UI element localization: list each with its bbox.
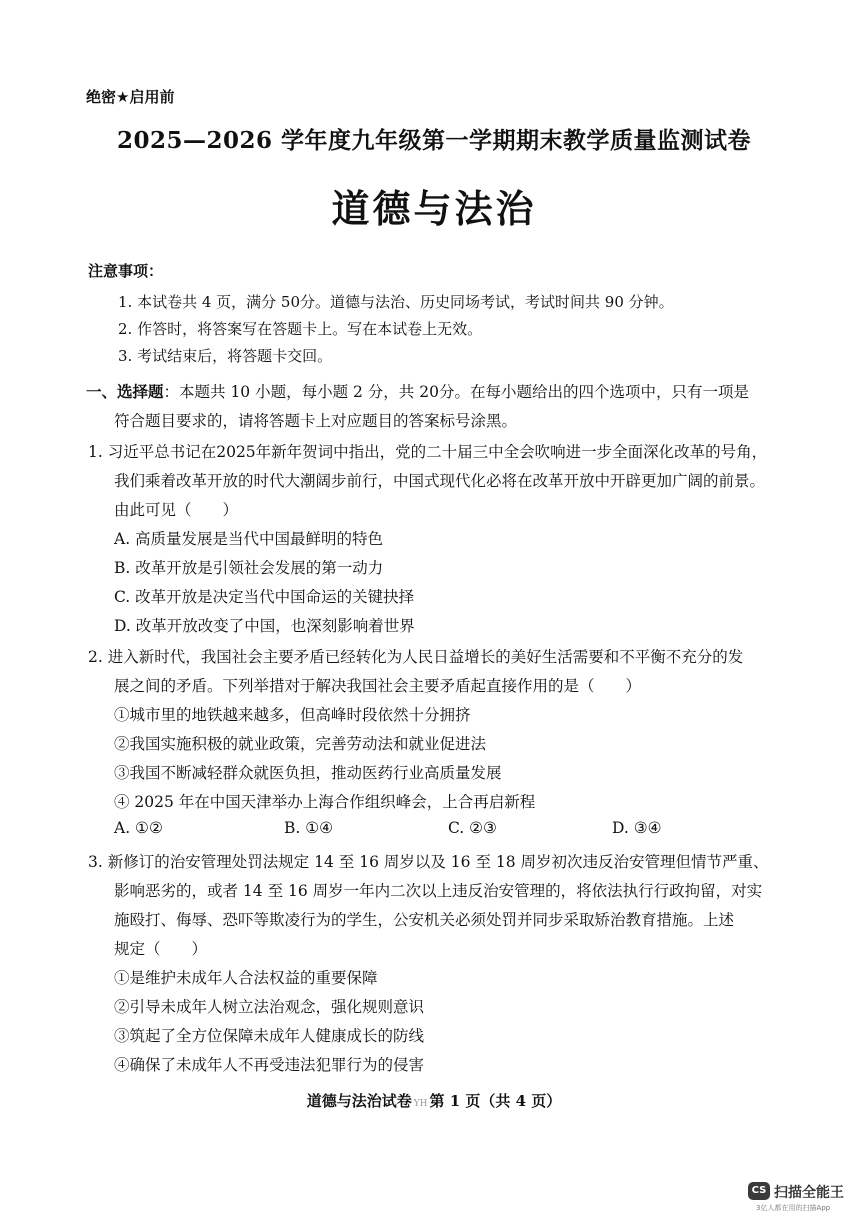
question-2-choice-c: C. ②③ — [448, 819, 497, 837]
question-1-option-d: D. 改革开放改变了中国，也深刻影响着世界 — [114, 617, 415, 635]
subject-title: 道德与法治 — [331, 186, 537, 231]
footer-subject: 道德与法治试卷 — [306, 1092, 412, 1110]
section-instruction — [86, 380, 749, 402]
question-3-stem-cont: 影响恶劣的，或者 14 至 16 周岁一年内二次以上违反治安管理的，将依法执行行政拘留，对实 — [114, 882, 763, 900]
scanner-watermark — [748, 1180, 858, 1216]
question-3-item: ③筑起了全方位保障未成年人健康成长的防线 — [114, 1027, 425, 1045]
footer-page-number: 第 1 页（共 4 页） — [429, 1092, 562, 1110]
question-2-choice-b: B. ①④ — [284, 819, 334, 837]
question-3-item: ④确保了未成年人不再受违法犯罪行为的侵害 — [114, 1056, 425, 1074]
confidential-label: 绝密★启用前 — [86, 88, 175, 106]
question-2-stem: 2. 进入新时代，我国社会主要矛盾已经转化为人民日益增长的美好生活需要和不平衡不充分的发 — [88, 648, 744, 666]
section-instruction-text: ：本题共 10 小题，每小题 2 分，共 20分。在每小题给出的四个选项中，只有一项是 — [163, 383, 749, 401]
camscanner-logo-icon: CS — [748, 1182, 770, 1200]
exam-title: 2025—2026 学年度九年级第一学期期末教学质量监测试卷 — [116, 127, 752, 154]
page-footer — [0, 1090, 868, 1111]
watermark-app-name: 扫描全能王 — [774, 1185, 844, 1201]
question-1-stem-cont: 由此可见（ ） — [114, 501, 239, 519]
question-1-stem: 1. 习近平总书记在2025年新年贺词中指出，党的二十届三中全会吹响进一步全面深化改革的号角， — [88, 443, 768, 461]
question-1-stem-cont: 我们乘着改革开放的时代大潮阔步前行，中国式现代化必将在改革开放中开辟更加广阔的前景。 — [114, 472, 766, 490]
section-instruction-cont: 符合题目要求的，请将答题卡上对应题目的答案标号涂黑。 — [114, 412, 518, 430]
watermark-tagline: 3亿人都在用的扫描App — [756, 1204, 831, 1212]
note-item: 1. 本试卷共 4 页，满分 50分。道德与法治、历史同场考试，考试时间共 90 分钟。 — [118, 293, 674, 311]
question-2-item: ③我国不断减轻群众就医负担，推动医药行业高质量发展 — [114, 764, 502, 782]
question-2-item: ①城市里的地铁越来越多，但高峰时段依然十分拥挤 — [114, 706, 471, 724]
footer-mark: YH — [413, 1099, 428, 1109]
question-3-item: ②引导未成年人树立法治观念，强化规则意识 — [114, 998, 425, 1016]
question-3-stem: 3. 新修订的治安管理处罚法规定 14 至 16 周岁以及 16 至 18 周岁初次违反治安管理但情节严重、 — [88, 853, 769, 871]
note-item: 3. 考试结束后，将答题卡交回。 — [118, 347, 333, 365]
question-2-choice-a: A. ①② — [114, 819, 163, 837]
question-2-item: ④ 2025 年在中国天津举办上海合作组织峰会，上合再启新程 — [114, 793, 536, 811]
question-1-option-a: A. 高质量发展是当代中国最鲜明的特色 — [114, 530, 384, 548]
question-1-option-c: C. 改革开放是决定当代中国命运的关键抉择 — [114, 588, 415, 606]
question-3-item: ①是维护未成年人合法权益的重要保障 — [114, 969, 378, 987]
question-2-stem-cont: 展之间的矛盾。下列举措对于解决我国社会主要矛盾起直接作用的是（ ） — [114, 677, 642, 695]
question-2-choice-d: D. ③④ — [612, 819, 662, 837]
notes-heading: 注意事项： — [88, 262, 164, 280]
question-2-item: ②我国实施积极的就业政策，完善劳动法和就业促进法 — [114, 735, 487, 753]
note-item: 2. 作答时，将答案写在答题卡上。写在本试卷上无效。 — [118, 320, 483, 338]
question-1-option-b: B. 改革开放是引领社会发展的第一动力 — [114, 559, 384, 577]
section-label: 一、选择题 — [86, 383, 164, 401]
question-3-stem-cont: 规定（ ） — [114, 940, 208, 958]
question-3-stem-cont: 施殴打、侮辱、恐吓等欺凌行为的学生，公安机关必须处罚并同步采取矫治教育措施。上述 — [114, 911, 735, 929]
